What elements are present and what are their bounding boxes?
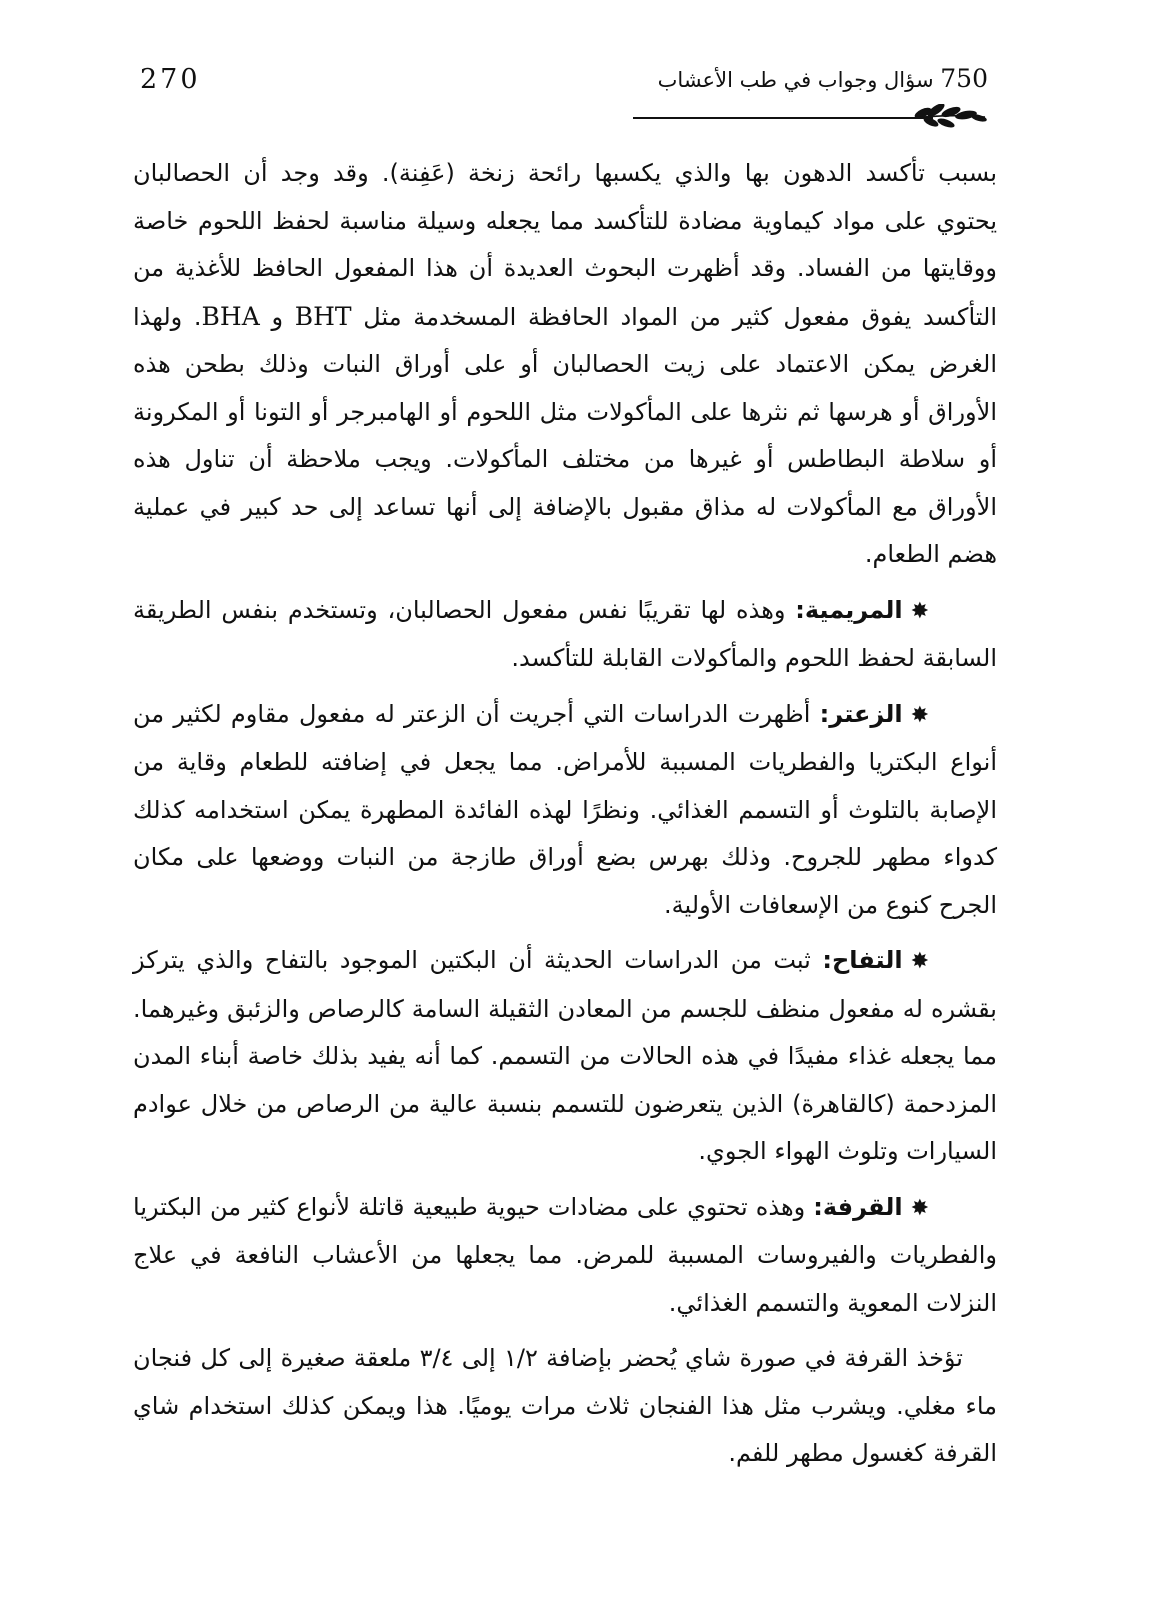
star-bullet-icon: ✸	[910, 1195, 929, 1221]
item-text: ثبت من الدراسات الحديثة أن البكتين الموجود بالتفاح والذي يتركز بقشره له مفعول منظف للجسم من المعادن الثقيلة السامة كالرصاص والزئبق وغيرهما. مما يجعله غذاء مفيدًا في هذه الحالات من التسمم. كما أنه يفيد بذلك خاصة أبناء المدن المزدحمة (كالقاهرة) الذين يتعرضون للتسمم بنسبة عالية من الرصاص من خلال عوادم السيارات وتلوث الهواء الجوي.	[133, 946, 997, 1165]
leaf-ornament-rule-icon	[633, 104, 988, 128]
page-body	[133, 150, 997, 1478]
paragraph-intro	[133, 150, 997, 579]
conjunction-and: و	[271, 302, 284, 331]
item-thyme	[133, 691, 997, 930]
paragraph-cinnamon-tea: تؤخذ القرفة في صورة شاي يُحضر بإضافة ١/٢ إلى ٣/٤ ملعقة صغيرة إلى كل فنجان ماء مغلي. ويشرب مثل هذا الفنجان ثلاث مرات يوميًا. هذا ويمكن كذلك استخدام شاي القرفة كغسول مطهر للفم.	[133, 1344, 997, 1467]
item-text: وهذه لها تقريبًا نفس مفعول الحصالبان، وتستخدم بنفس الطريقة السابقة لحفظ اللحوم والمأكولات القابلة للتأكسد.	[133, 595, 997, 672]
star-bullet-icon: ✸	[910, 949, 929, 974]
star-bullet-icon: ✸	[910, 598, 929, 624]
abbrev-bha: BHA	[201, 301, 260, 331]
item-apple	[133, 937, 997, 1176]
page-number: 270	[140, 64, 201, 95]
item-term: الزعتر:	[819, 699, 903, 728]
paragraph-intro-part1: بسبب تأكسد الدهون بها والذي يكسبها رائحة زنخة (عَفِنة). وقد وجد أن الحصالبان يحتوي على مواد كيماوية مضادة للتأكسد مما يجعله وسيلة مناسبة لحفظ اللحوم خاصة ووقايتها من الفساد. وقد أظهرت البحوث العديدة أن هذا المفعول الحافظ للأغذية من التأكسد يفوق مفعول كثير من المواد الحافظة المسخدمة مثل	[133, 159, 997, 331]
item-term: التفاح:	[822, 946, 903, 974]
abbrev-bht: BHT	[294, 301, 352, 331]
item-text: أظهرت الدراسات التي أجريت أن الزعتر له مفعول مقاوم لكثير من أنواع البكتريا والفطريات المسببة للأمراض. مما يجعل في إضافته للطعام وقاية من الإصابة بالتلوث أو التسمم الغذائي. ونظرًا لهذه الفائدة المطهرة يمكن استخدامه كذلك كدواء مطهر للجروح. وذلك بهرس بضع أوراق طازجة من النبات ووضعها على مكان الجرح كنوع من الإسعافات الأولية.	[133, 699, 997, 919]
paragraph-intro-part2: . ولهذا الغرض يمكن الاعتماد على زيت الحصالبان أو على أوراق النبات وذلك بطحن هذه الأوراق أو هرسها ثم نثرها على المأكولات مثل اللحوم أو الهامبرجر أو التونا أو المكرونة أو سلاطة البطاطس أو غيرها من مختلف المأكولات. ويجب ملاحظة أن تناول هذه الأوراق مع المأكولات له مذاق مقبول بالإضافة إلى أنها تساعد إلى حد كبير في عملية هضم الطعام.	[133, 302, 997, 568]
item-term: المريمية:	[795, 595, 903, 624]
running-title-text: سؤال وجواب في طب الأعشاب	[657, 68, 934, 92]
item-sage	[133, 587, 997, 683]
page-header	[140, 60, 988, 120]
item-term: القرفة:	[813, 1192, 903, 1221]
item-text: وهذه تحتوي على مضادات حيوية طبيعية قاتلة لأنواع كثير من البكتريا والفطريات والفيروسات المسببة للمرض. مما يجعلها من الأعشاب النافعة في علاج النزلات المعوية والتسمم الغذائي.	[133, 1192, 997, 1317]
running-title	[658, 64, 988, 93]
star-bullet-icon: ✸	[910, 702, 929, 728]
item-cinnamon	[133, 1184, 997, 1328]
running-title-number: 750	[940, 64, 988, 93]
